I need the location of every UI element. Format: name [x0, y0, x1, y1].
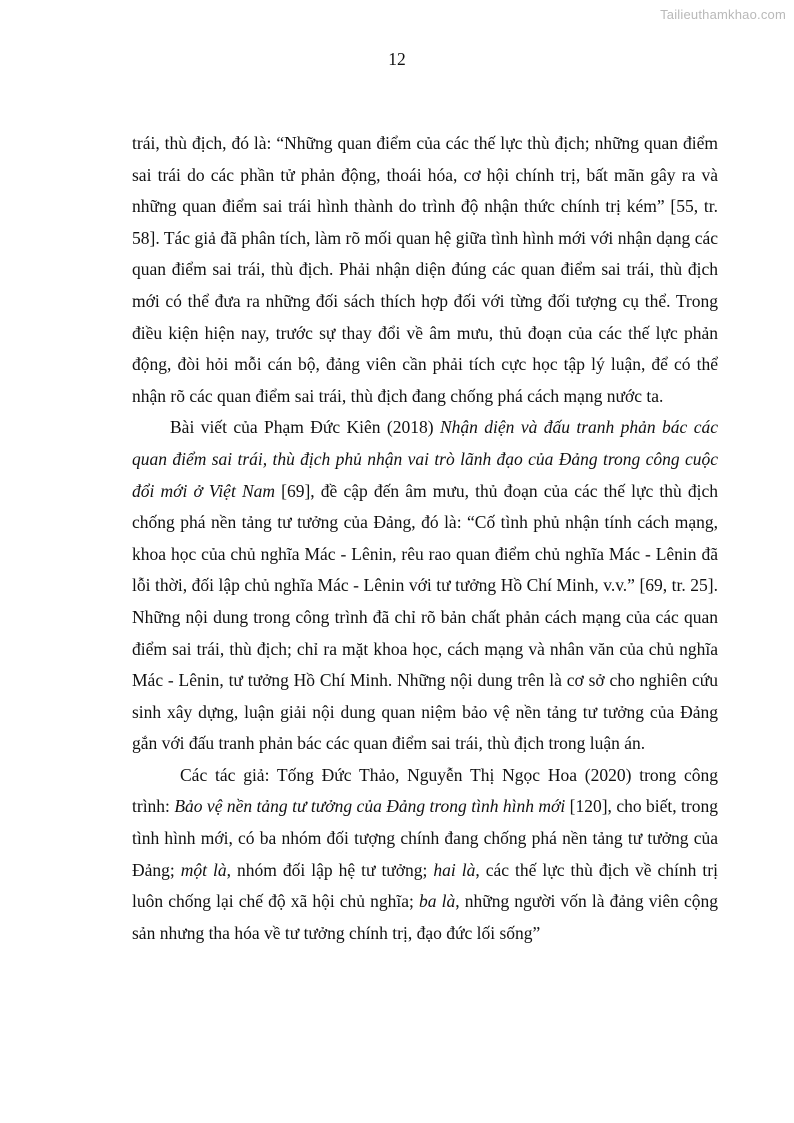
- paragraph-3-emphasis-mot-la: một là: [180, 859, 227, 880]
- paragraph-3-emphasis-ba-la: ba là: [419, 891, 456, 912]
- paragraph-2-body: [69], đề cập đến âm mưu, thủ đoạn của các thế lực thù địch chống phá nền tảng tư tưởng của Đảng, đó là: “Cố tình phủ nhận tính cách mạng, khoa học của chủ nghĩa Mác - Lênin, rêu rao quan điểm chủ nghĩa Mác - Lênin đã lỗi thời, đối lập chủ nghĩa Mác - Lênin với tư tưởng Hồ Chí Minh, v.v.” [69, tr. 25]. Những nội dung trong công trình đã chỉ rõ bản chất phản cách mạng của các quan điểm sai trái, thù địch; chỉ ra mặt khoa học, cách mạng và nhân văn của chủ nghĩa Mác - Lênin, tư tưởng Hồ Chí Minh. Những nội dung trên là cơ sở cho nghiên cứu sinh xây dựng, luận giải nội dung quan niệm bảo vệ nền tảng tư tưởng của Đảng gắn với đấu tranh phản bác các quan điểm sai trái, thù địch trong luận án.: [132, 480, 719, 754]
- paragraph-3-cited-title: Bảo vệ nền tảng tư tưởng của Đảng trong tình hình mới: [174, 796, 566, 817]
- paragraph-3-intro: Các tác giả: Tống Đức Thảo, Nguyễn Thị Ngọc Hoa (2020) trong công trình:: [132, 764, 718, 817]
- paragraph-3-emphasis-hai-la: hai là: [433, 859, 476, 880]
- paragraph-1: trái, thù địch, đó là: “Những quan điểm của các thế lực thù địch; những quan điểm sai trái do các phần tử phản động, thoái hóa, cơ hội chính trị, bất mãn gây ra và những quan điểm sai trái hình thành do trình độ nhận thức chính trị kém” [55, tr. 58]. Tác giả đã phân tích, làm rõ mối quan hệ giữa tình hình mới với nhận dạng các quan điểm sai trái, thù địch. Phải nhận diện đúng các quan điểm sai trái, thù địch mới có thể đưa ra những đối sách thích hợp đối với từng đối tượng cụ thể. Trong điều kiện hiện nay, trước sự thay đổi về âm mưu, thủ đoạn của các thế lực phản động, đòi hỏi mỗi cán bộ, đảng viên cần phải tích cực học tập lý luận, để có thể nhận rõ các quan điểm sai trái, thù địch đang chống phá cách mạng nước ta.: [132, 133, 718, 406]
- paragraph-3-body-c: , các thế lực thù địch về chính trị luôn chống lại chế độ xã hội chủ nghĩa;: [132, 859, 718, 912]
- paragraph-2-cited-title: Nhận diện và đấu tranh phản bác các quan điểm sai trái, thù địch phủ nhận vai trò lãnh đạo của Đảng trong công cuộc đổi mới ở Việt Nam: [132, 417, 718, 501]
- page-number: 12: [388, 49, 406, 69]
- paragraph-2: [132, 412, 718, 760]
- paragraph-3-body-b: , nhóm đối lập hệ tư tưởng;: [226, 859, 434, 880]
- watermark-text: Tailieuthamkhao.com: [660, 7, 786, 22]
- paragraph-2-intro: Bài viết của Phạm Đức Kiên (2018): [170, 417, 440, 438]
- paragraph-3: [132, 760, 718, 950]
- paragraph-3-body-d: , những người vốn là đảng viên cộng sản nhưng tha hóa về tư tưởng chính trị, đạo đức lối sống”: [132, 891, 718, 943]
- document-body: [132, 128, 718, 949]
- paragraph-3-body-a: [120], cho biết, trong tình hình mới, có ba nhóm đối tượng chính đang chống phá nền tảng tư tưởng của Đảng;: [132, 796, 718, 880]
